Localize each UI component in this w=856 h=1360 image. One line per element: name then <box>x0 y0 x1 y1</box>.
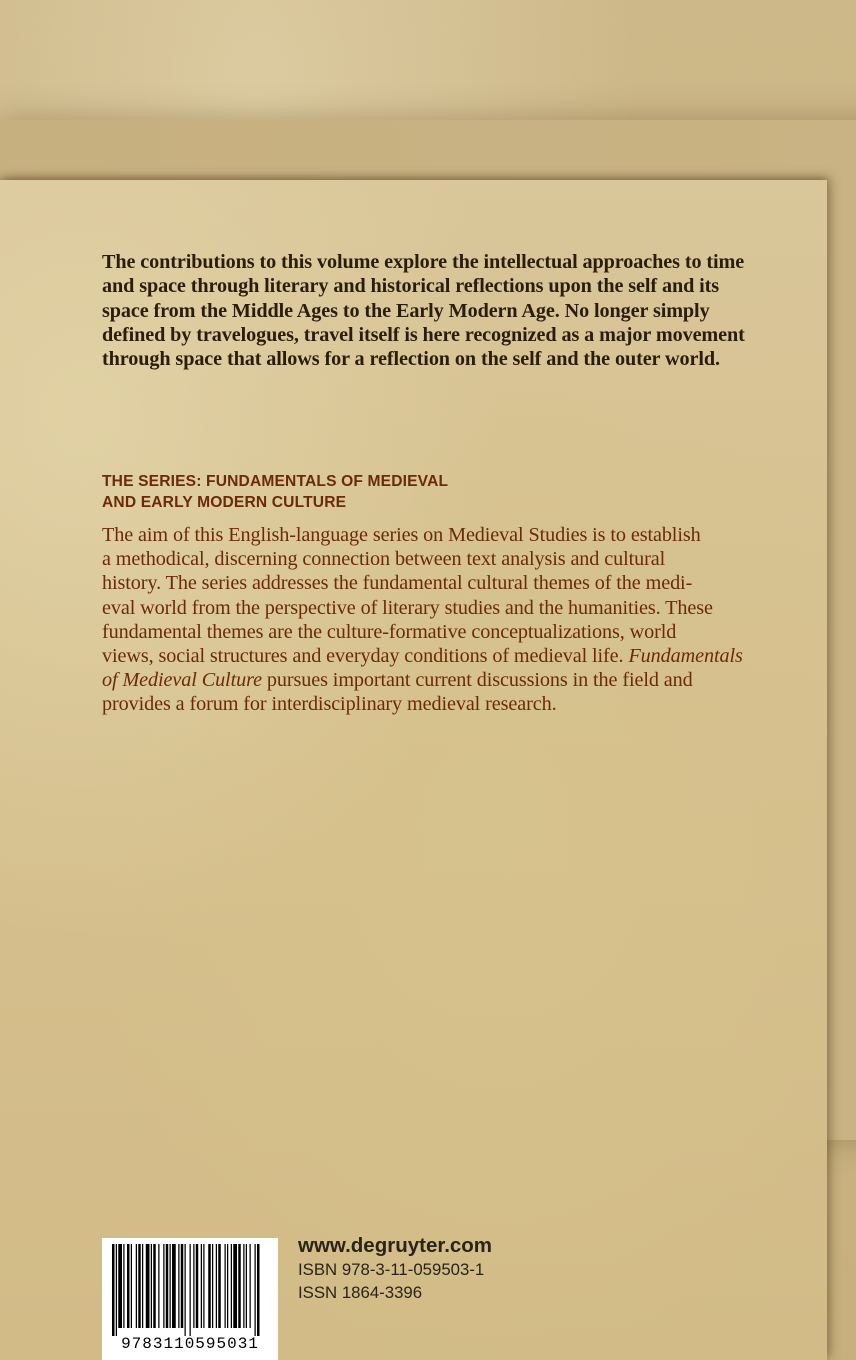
barcode-digits: 9783110595031 <box>121 1335 259 1353</box>
series-title-italic-1: Fundamentals <box>628 645 743 668</box>
series-heading-line-1: THE SERIES: FUNDAMENTALS OF MEDIEVAL <box>102 473 449 490</box>
barcode-bar <box>212 1244 213 1328</box>
series-line: history. The series addresses the fundamental cultural themes of the medi- <box>102 572 693 595</box>
series-line-with-title-2 <box>102 668 752 692</box>
publisher-url[interactable]: www.degruyter.com <box>298 1234 493 1257</box>
barcode-bar <box>250 1244 251 1328</box>
barcode-bar <box>136 1244 137 1328</box>
barcode-bar <box>172 1244 176 1328</box>
barcode-bar <box>190 1244 191 1336</box>
barcode-bar <box>218 1244 221 1328</box>
barcode-bar <box>123 1244 124 1328</box>
series-line: The aim of this English-language series on Medieval Studies is to establish <box>102 524 701 546</box>
barcode-bar <box>163 1244 164 1328</box>
barcode-bars <box>102 1238 278 1338</box>
barcode-bar <box>203 1244 204 1328</box>
barcode-bar <box>158 1244 159 1328</box>
publisher-info <box>298 1234 598 1304</box>
barcode-bar <box>255 1244 256 1336</box>
series-heading-line-2: AND EARLY MODERN CULTURE <box>102 493 347 511</box>
barcode-bar <box>138 1244 141 1328</box>
series-line-with-title <box>102 644 752 668</box>
barcode-bar <box>231 1244 232 1328</box>
barcode-bar <box>178 1244 179 1328</box>
book-blurb: The contributions to this volume explore the intellectual approaches to time and space through literary and historical reflections upon the self and its space from the Middle Ages to the Early Modern Age. No longer simply defined by travelogues, travel itself is here recognized as a major movement through space that allows for a reflection on the self and the outer world. <box>102 251 745 371</box>
barcode-bar <box>131 1244 132 1328</box>
barcode-bar <box>127 1244 130 1328</box>
barcode-bar <box>257 1244 260 1336</box>
barcode-bar <box>193 1244 194 1328</box>
barcode-bar <box>196 1244 199 1328</box>
barcode-bar <box>201 1244 202 1328</box>
isbn: ISBN 978-3-11-059503-1 <box>298 1260 485 1279</box>
series-line: fundamental themes are the culture-formative conceptualizations, world <box>102 620 677 643</box>
back-cover-page <box>0 180 827 1360</box>
barcode-bar <box>146 1244 150 1328</box>
series-title-italic-2: of Medieval Culture <box>102 669 262 692</box>
barcode-bar <box>166 1244 169 1328</box>
barcode-bar <box>246 1244 247 1328</box>
barcode-bar <box>185 1244 186 1336</box>
barcode-bar <box>208 1244 211 1328</box>
barcode-bar <box>216 1244 217 1328</box>
barcode-bar <box>181 1244 184 1328</box>
barcode-bar <box>225 1244 226 1328</box>
barcode-bar <box>112 1244 115 1336</box>
barcode-bar <box>142 1244 143 1328</box>
series-line: eval world from the perspective of literary studies and the humanities. These <box>102 596 713 619</box>
barcode-bar <box>153 1244 156 1328</box>
barcode-bar <box>170 1244 171 1328</box>
barcode-bar <box>151 1244 152 1328</box>
series-line: provides a forum for interdisciplinary medieval research. <box>102 693 557 716</box>
barcode-bar <box>116 1244 117 1336</box>
series-description <box>102 523 752 717</box>
issn: ISSN 1864-3396 <box>298 1283 423 1302</box>
series-heading <box>102 472 602 513</box>
series-line: views, social structures and everyday conditions of medieval life. <box>102 645 624 668</box>
barcode-bar <box>233 1244 237 1328</box>
barcode-bar <box>118 1244 122 1328</box>
series-line: a methodical, discerning connection between text analysis and cultural <box>102 548 666 571</box>
barcode <box>102 1238 278 1360</box>
barcode-bar <box>238 1244 241 1328</box>
series-line: pursues important current discussions in the field and <box>261 669 693 692</box>
barcode-bar <box>227 1244 228 1328</box>
barcode-bar <box>243 1244 244 1328</box>
